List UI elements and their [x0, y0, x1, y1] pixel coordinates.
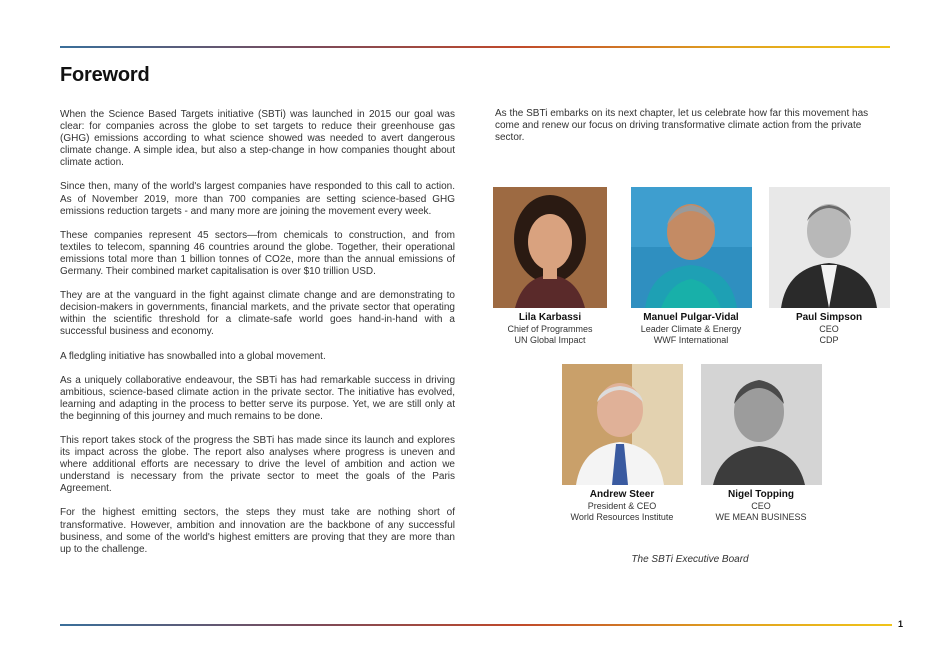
member-role: CEO [819, 323, 839, 334]
board-member-manuel-pulgar-vidal [616, 187, 766, 347]
bottom-gradient-rule [60, 624, 892, 626]
member-organisation: UN Global Impact [514, 335, 586, 345]
board-member-nigel-topping [686, 364, 836, 524]
paragraph: A fledgling initiative has snowballed into a global movement. [60, 350, 326, 362]
paragraph: For the highest emitting sectors, the steps they must take are nothing short of transformative. However, ambition and innovation are the backbone of any successful business, and some of the world's highest emitters are proving that they are more than up to the challenge. [60, 507, 455, 555]
member-name: Lila Karbassi [518, 312, 582, 323]
member-name: Paul Simpson [795, 312, 863, 323]
board-member-andrew-steer [547, 364, 697, 524]
portrait-photo [562, 364, 683, 485]
member-role: President & CEO [587, 500, 657, 511]
paragraph: When the Science Based Targets initiative (SBTi) was launched in 2015 our goal was clear: for companies across the globe to set targets to reduce their greenhouse gas (GHG) emissions according to what science showed was needed to avert dangerous climate change. A simple idea, but also a step-change in how companies thought about climate action. [60, 109, 455, 169]
paragraph: This report takes stock of the progress the SBTi has made since its launch and explores its impact across the globe. The report also analyses where progress is uneven and where additional efforts are necessary to drive the level of ambition and action we understand is necessary from the private sector to meet the goals of the Paris Agreement. [60, 434, 455, 495]
top-gradient-rule [60, 46, 890, 48]
member-organisation: World Resources Institute [570, 512, 674, 522]
paragraph: They are at the vanguard in the fight against climate change and are demonstrating to decision-makers in governments, financial markets, and the private sector that operating within the scientific threshold for a climate-safe world goes hand-in-hand with a successful business and economy. [60, 290, 455, 338]
member-organisation: WWF International [653, 335, 729, 345]
board-member-lila-karbassi [475, 187, 625, 347]
board-member-paul-simpson [754, 187, 904, 347]
page-title: Foreword [60, 64, 150, 86]
portrait-photo [493, 187, 607, 308]
member-role: Leader Climate & Energy [640, 323, 742, 334]
member-organisation: WE MEAN BUSINESS [715, 512, 807, 522]
portrait-photo [631, 187, 752, 308]
portrait-photo [701, 364, 822, 485]
paragraph: As a uniquely collaborative endeavour, the SBTi has had remarkable success in driving ambitious, science-based climate action in the private sector. The initiative has evolved, learning and adapting in the process to better serve its purpose. Yet, we are still only at the beginning of this journey and much remains to be done. [60, 374, 455, 422]
left-column [60, 109, 455, 568]
closing-paragraph: As the SBTi embarks on its next chapter, let us celebrate how far this movement has come and renew our focus on driving transformative climate action from the private sector. [495, 108, 869, 144]
paragraph: Since then, many of the world's largest companies have responded to this call to action. As of November 2019, more than 700 companies are setting science-based GHG emissions reduction targets - and many more are joining the movement every week. [60, 181, 455, 217]
board-caption: The SBTi Executive Board [631, 554, 749, 565]
member-role: Chief of Programmes [507, 323, 593, 334]
portrait-photo [769, 187, 890, 308]
member-role: CEO [751, 500, 771, 511]
right-column [495, 108, 890, 144]
member-name: Andrew Steer [589, 489, 655, 500]
page-number: 1 [898, 619, 904, 629]
paragraph: These companies represent 45 sectors—from chemicals to construction, and from textiles to telecom, spanning 46 countries around the globe. Together, their operational emissions total more than 1 billion tonnes of CO2e, more than the annual emissions of Germany. Their combined market capitalisation is over $10 trillion USD. [60, 229, 455, 278]
member-organisation: CDP [819, 335, 839, 345]
member-name: Manuel Pulgar-Vidal [643, 312, 739, 323]
member-name: Nigel Topping [728, 489, 794, 500]
